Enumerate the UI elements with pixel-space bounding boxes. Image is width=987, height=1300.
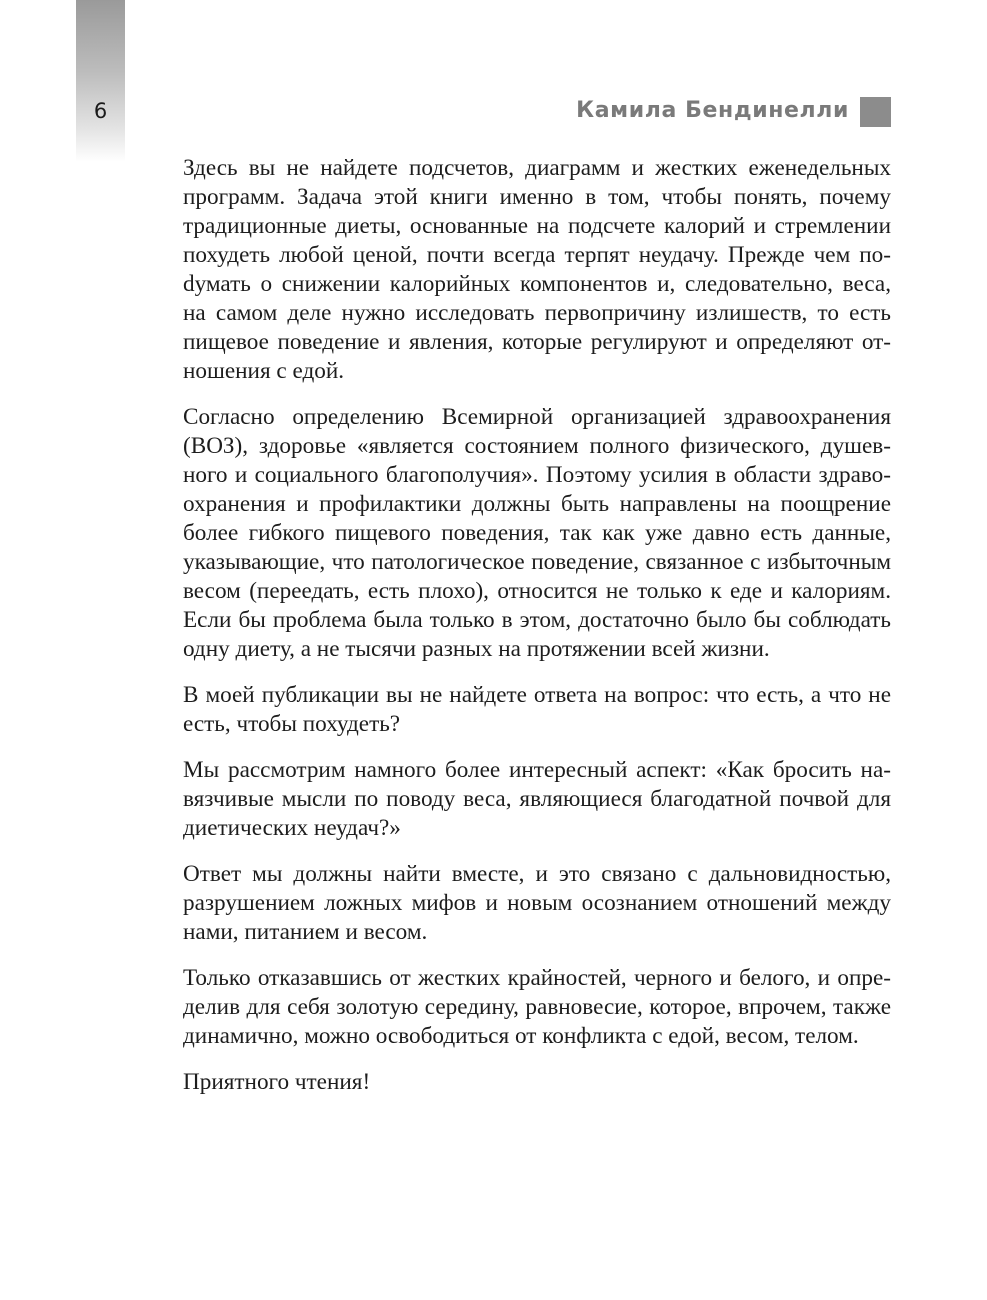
body-text bbox=[183, 154, 891, 1114]
running-head-square bbox=[860, 97, 891, 127]
paragraph: В моей публикации вы не найдете ответа на вопрос: что есть, а что не есть, чтобы похудеть? bbox=[183, 682, 891, 737]
paragraph: Только отказавшись от жестких крайностей, черного и белого, и определив для себя золотую середину, равновесие, которое, впрочем, также динамично, можно освободиться от конфликта с едой, весом, телом. bbox=[183, 965, 891, 1049]
running-head-author: Камила Бендинелли bbox=[576, 98, 849, 123]
paragraph: Приятного чтения! bbox=[183, 1069, 371, 1095]
paragraph: Ответ мы должны найти вместе, и это связано с дальновидностью, разрушением ложных мифов и новым осознанием отношений между нами, питанием и весом. bbox=[183, 861, 891, 945]
paragraph: Мы рассмотрим намного более интересный аспект: «Как бросить навязчивые мысли по поводу веса, являющиеся благодатной почвой для диетических неудач?» bbox=[183, 757, 891, 841]
paragraph: Здесь вы не найдете подсчетов, диаграмм и жестких еженедельных программ. Задача этой книги именно в том, чтобы понять, почему традиционные диеты, основанные на подсчете калорий и стремлении похудеть любой ценой, почти всегда терпят неудачу. Прежде чем поdумать о снижении калорийных компонентов и, следовательно, веса, на самом деле нужно исследовать первопричину излишеств, то есть пищевое поведение и явления, которые регулируют и определяют отношения с едой. bbox=[183, 155, 891, 384]
page-number: 6 bbox=[93, 99, 108, 123]
paragraph: Согласно определению Всемирной организацией здравоохранения (ВОЗ), здоровье «является состоянием полного физического, душевного и социального благополучия». Поэтому усилия в области здравоохранения и профилактики должны быть направлены на поощрение более гибкого пищевого поведения, так как уже давно есть данные, указывающие, что патологическое поведение, связанное с избыточным весом (переедать, есть плохо), относится не только к еде и калориям. Если бы проблема была только в этом, достаточно было бы соблюдать одну диету, а не тысячи разных на протяжении всей жизни. bbox=[183, 404, 891, 662]
page-edge-tab bbox=[76, 0, 125, 162]
